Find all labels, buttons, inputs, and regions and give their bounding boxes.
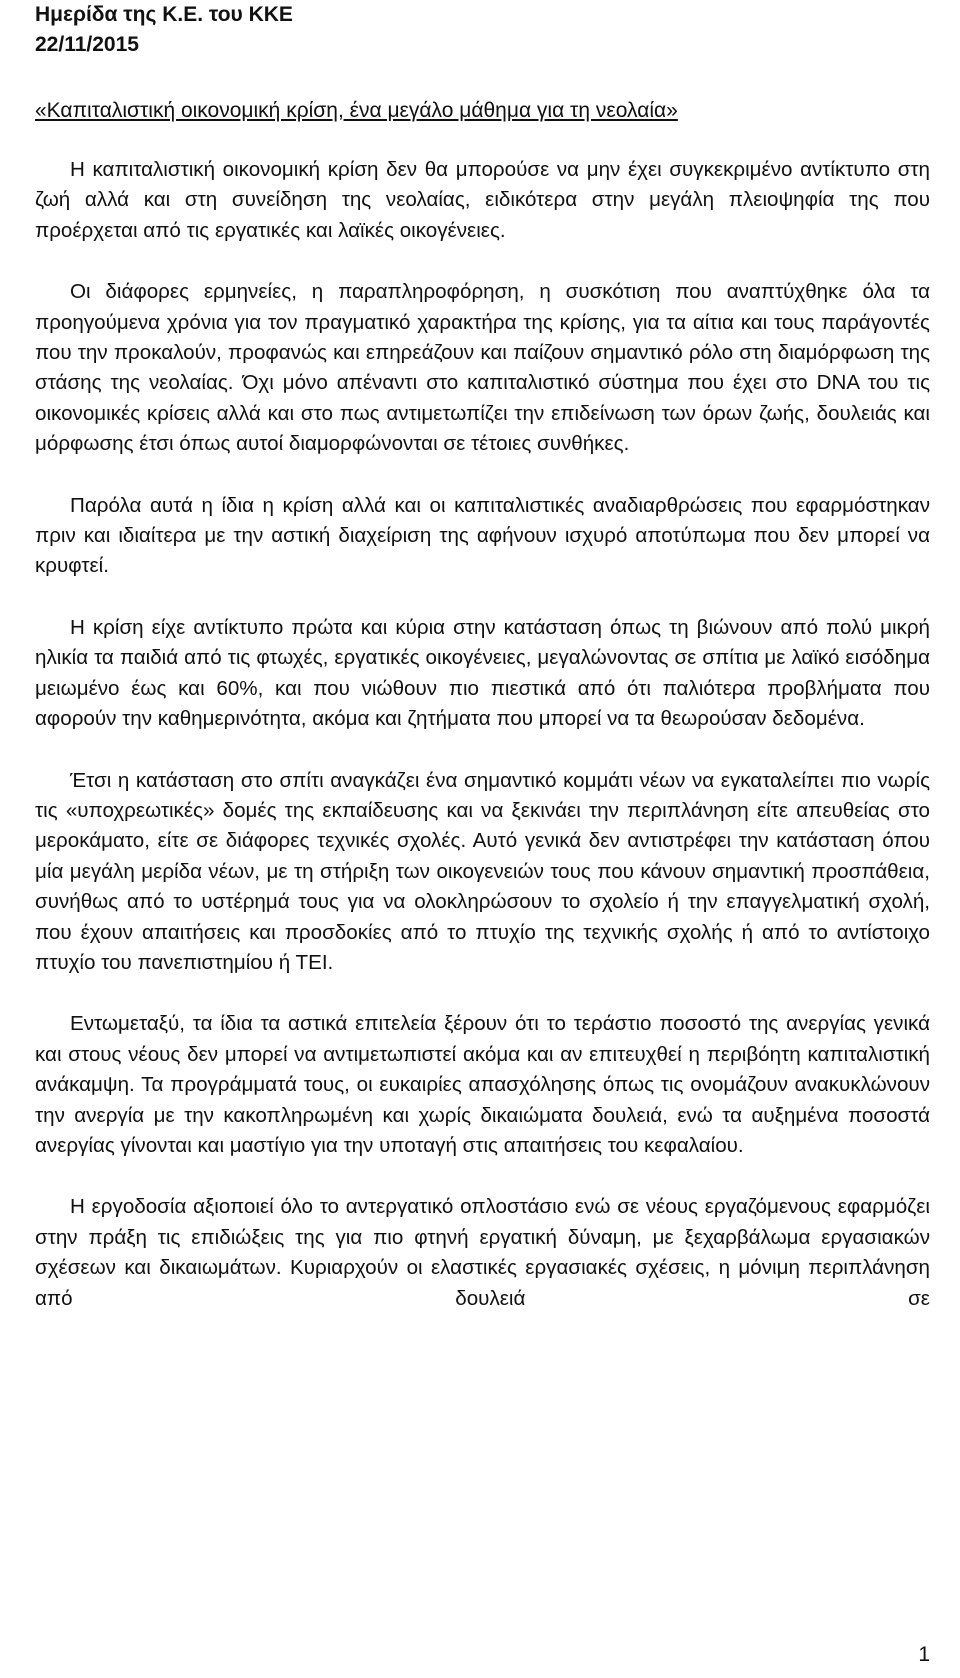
paragraph-5: Έτσι η κατάσταση στο σπίτι αναγκάζει ένα σημαντικό κομμάτι νέων να εγκαταλείπει πιο νωρίς τις «υποχρεωτικές» δομές της εκπαίδευσης και να ξεκινάει την περιπλάνηση είτε απευθείας στο μεροκάματο, είτε σε διάφορες τεχνικές σχολές. Αυτό γενικά δεν αντιστρέφει την κατάσταση όπου μία μεγάλη μερίδα νέων, με τη στήριξη των οικογενειών τους που κάνουν σημαντική προσπάθεια, συνήθως από το υστέρημά τους για να ολοκληρώσουν το σχολείο ή την επαγγελματική σχολή, που έχουν απαιτήσεις και προσδοκίες από το πτυχίο της τεχνικής σχολής ή από το αντίστοιχο πτυχίο του πανεπιστημίου ή ΤΕΙ. xyxy=(35,768,930,974)
document-subtitle: «Καπιταλιστική οικονομική κρίση, ένα μεγάλο μάθημα για τη νεολαία» xyxy=(35,99,678,122)
paragraph-7: Η εργοδοσία αξιοποιεί όλο το αντεργατικό οπλοστάσιο ενώ σε νέους εργαζόμενους εφαρμόζει στην πράξη τις επιδιώξεις της για πιο φτηνή εργατική δύναμη, με ξεχαρβάλωμα εργασιακών σχέσεων και δικαιωμάτων. Κυριαρχούν οι ελαστικές εργασιακές σχέσεις, η μόνιμη περιπλάνηση από δουλειά σε xyxy=(35,1195,930,1310)
page-number: 1 xyxy=(918,1643,930,1666)
paragraph-4: Η κρίση είχε αντίκτυπο πρώτα και κύρια στην κατάσταση όπως τη βιώνουν από πολύ μικρή ηλικία τα παιδιά από τις φτωχές, εργατικές οικογένειες, μεγαλώνοντας σε σπίτια με λαϊκό εισόδημα μειωμένο έως και 60%, και που νιώθουν πιο πιεστικά από ότι παλιότερα προβλήματα που αφορούν την καθημερινότητα, ακόμα και ζητήματα που μπορεί να τα θεωρούσαν δεδομένα. xyxy=(35,615,930,731)
document-date: 22/11/2015 xyxy=(35,33,139,56)
paragraph-6: Εντωμεταξύ, τα ίδια τα αστικά επιτελεία ξέρουν ότι το τεράστιο ποσοστό της ανεργίας γενικά και στους νέους δεν μπορεί να αντιμετωπιστεί ακόμα και αν επιτευχθεί η περιβόητη καπιταλιστική ανάκαμψη. Τα προγράμματά τους, οι ευκαιρίες απασχόλησης όπως τις ονομάζουν ανακυκλώνουν την ανεργία με την κακοπληρωμένη και χωρίς δικαιώματα δουλειά, ενώ τα αυξημένα ποσοστά ανεργίας γίνονται και μαστίγιο για την υποταγή στις απαιτήσεις του κεφαλαίου. xyxy=(35,1012,930,1157)
document-title: Ημερίδα της Κ.Ε. του ΚΚΕ xyxy=(35,3,293,26)
document-body xyxy=(35,155,930,1314)
paragraph-1: Η καπιταλιστική οικονομική κρίση δεν θα μπορούσε να μην έχει συγκεκριμένο αντίκτυπο στη ζωή αλλά και στη συνείδηση της νεολαίας, ειδικότερα στην μεγάλη πλειοψηφία της που προέρχεται από τις εργατικές και λαϊκές οικογένειες. xyxy=(35,158,930,242)
paragraph-3: Παρόλα αυτά η ίδια η κρίση αλλά και οι καπιταλιστικές αναδιαρθρώσεις που εφαρμόστηκαν πριν και ιδιαίτερα με την αστική διαχείριση της αφήνουν ισχυρό αποτύπωμα που δεν μπορεί να κρυφτεί. xyxy=(35,493,930,578)
paragraph-2: Οι διάφορες ερμηνείες, η παραπληροφόρηση, η συσκότιση που αναπτύχθηκε όλα τα προηγούμενα χρόνια για τον πραγματικό χαρακτήρα της κρίσης, για τα αίτια και τους παράγοντές που την προκαλούν, προφανώς και επηρεάζουν και παίζουν σημαντικό ρόλο στη διαμόρφωση της στάσης της νεολαίας. Όχι μόνο απέναντι στο καπιταλιστικό σύστημα που έχει στο DNA του τις οικονομικές κρίσεις αλλά και στο πως αντιμετωπίζει την επιδείνωση των όρων ζωής, δουλειάς και μόρφωσης έτσι όπως αυτοί διαμορφώνονται σε τέτοιες συνθήκες. xyxy=(35,280,930,456)
